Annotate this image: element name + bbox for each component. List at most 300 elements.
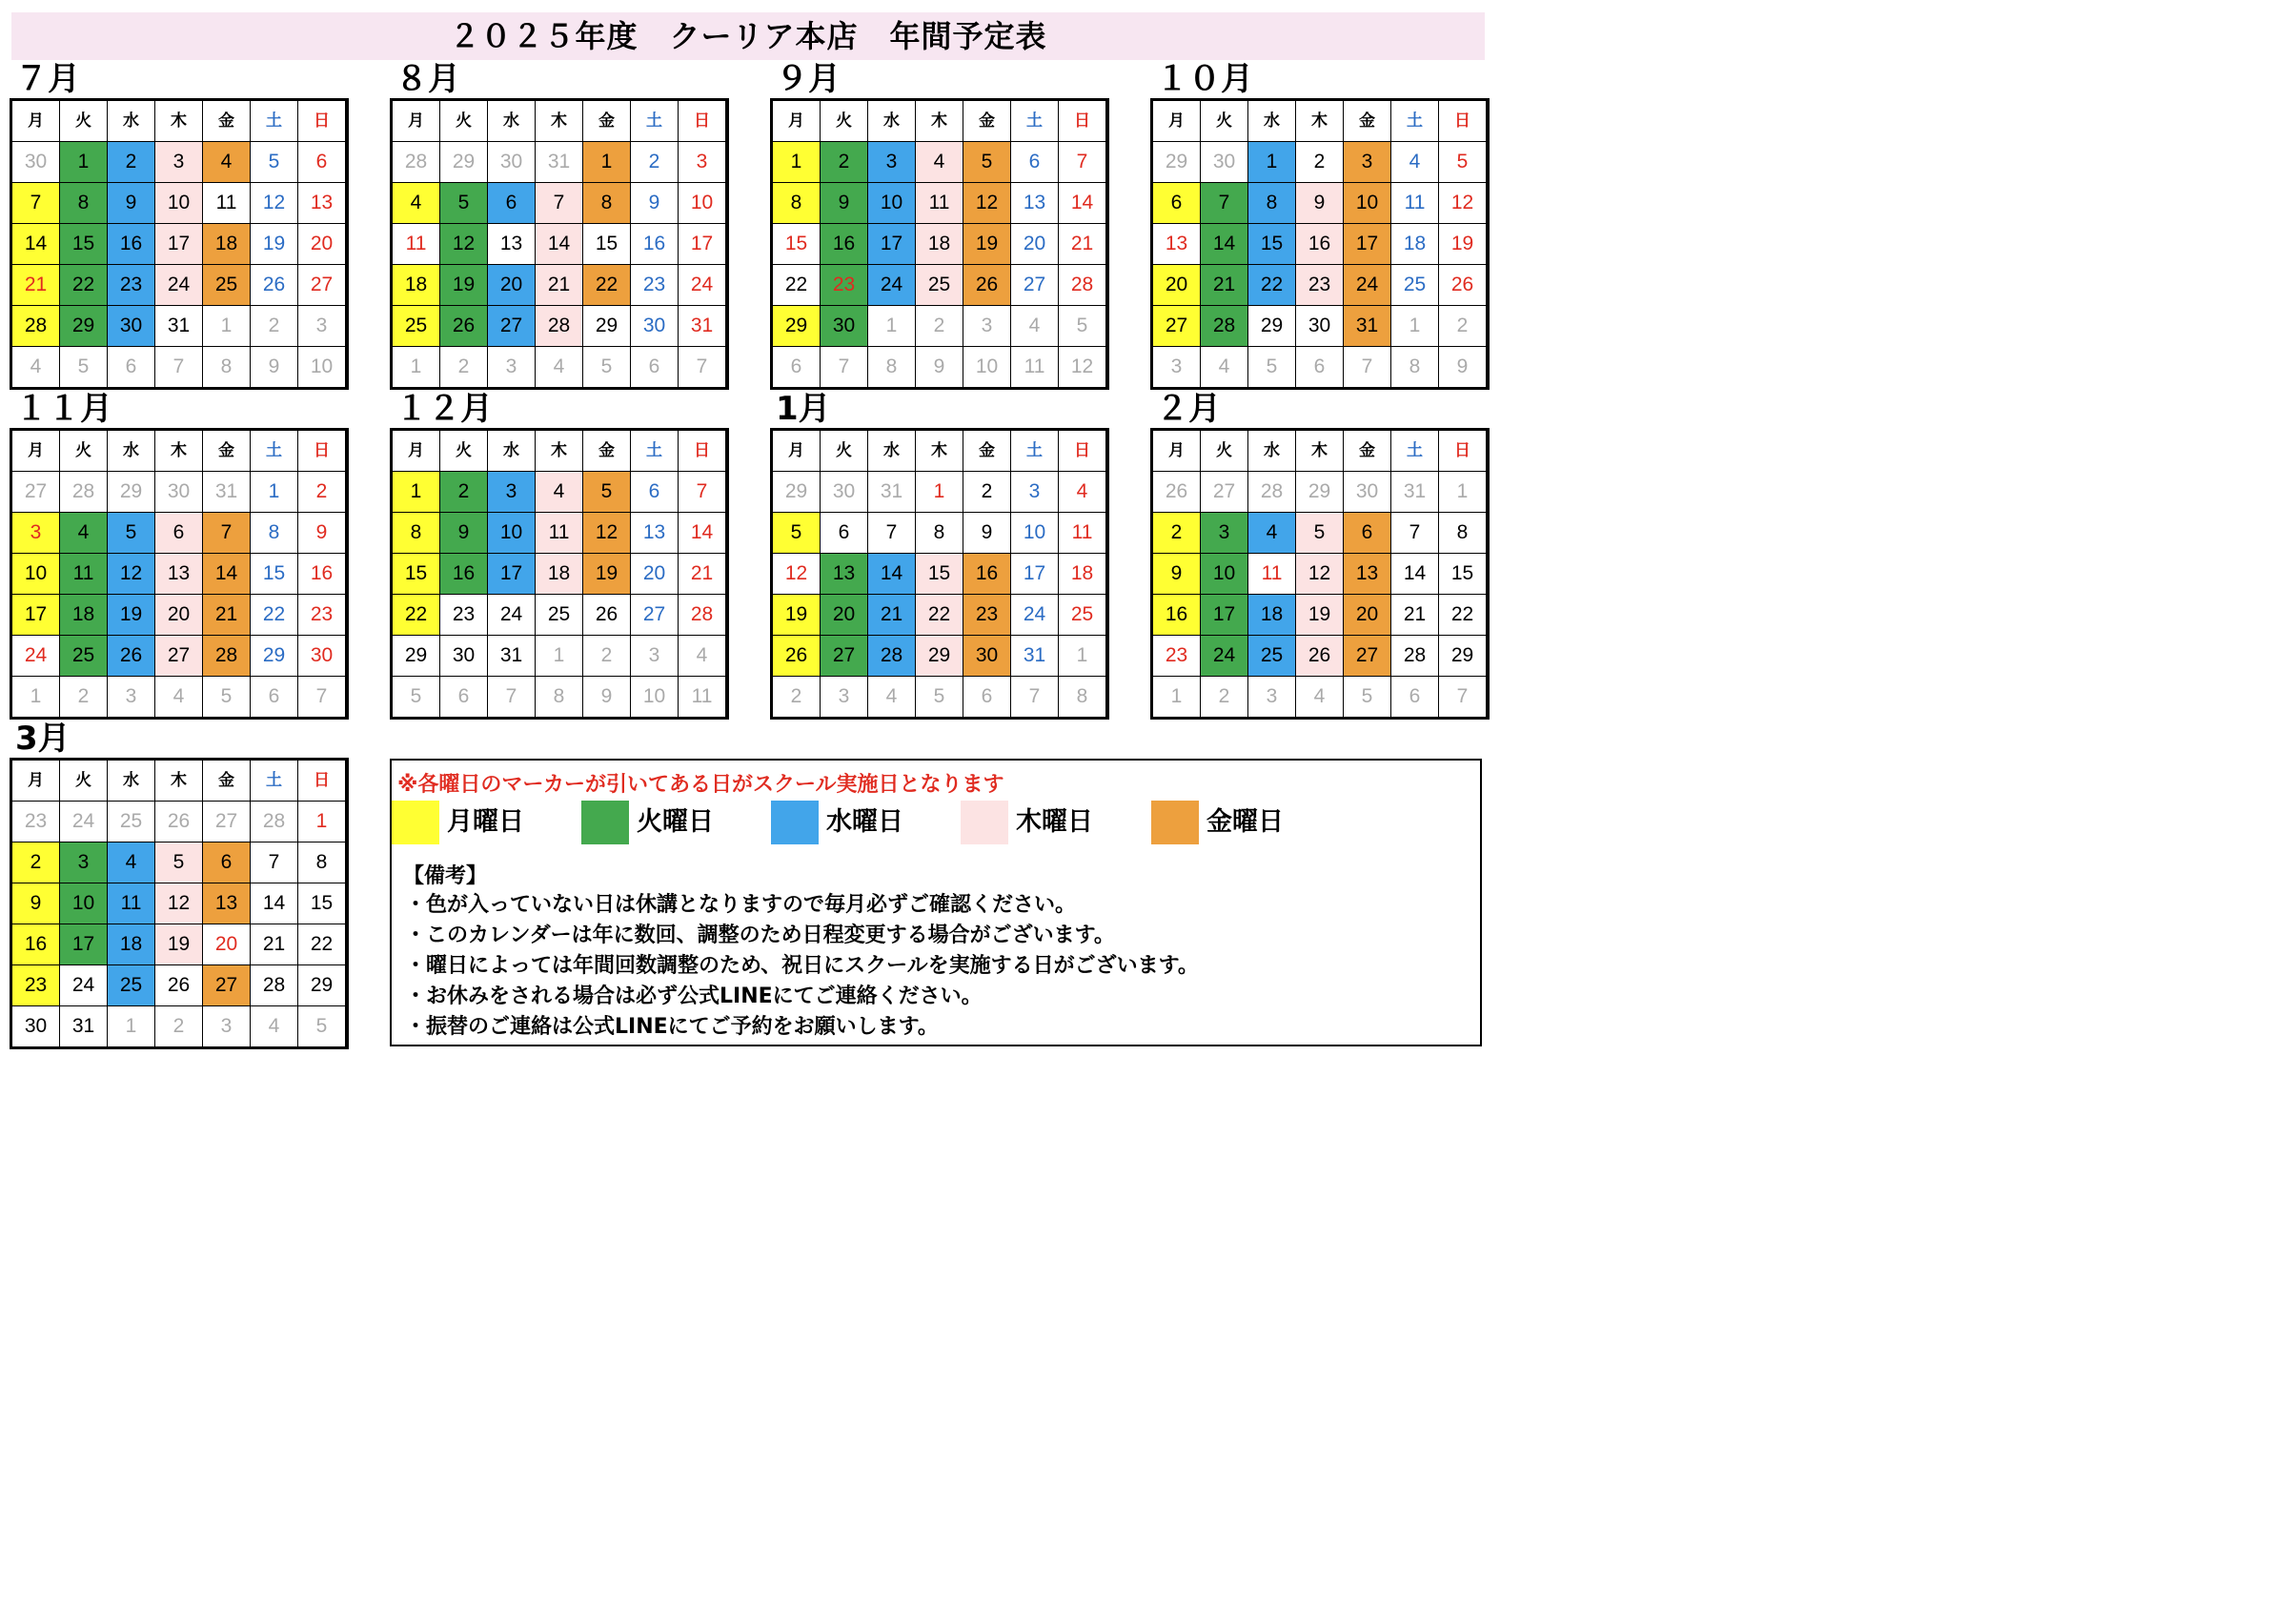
day-cell: 24 xyxy=(679,265,725,305)
day-cell: 5 xyxy=(1439,142,1486,182)
day-cell: 19 xyxy=(251,224,297,264)
day-cell: 6 xyxy=(155,513,202,553)
day-cell: 2 xyxy=(440,472,487,512)
weekday-header: 金 xyxy=(583,101,630,141)
day-cell: 1 xyxy=(1153,677,1200,717)
day-cell: 6 xyxy=(1391,677,1438,717)
day-cell: 10 xyxy=(868,183,915,223)
day-cell: 1 xyxy=(251,472,297,512)
legend-swatch xyxy=(961,801,1008,844)
day-cell: 10 xyxy=(631,677,678,717)
weekday-header: 土 xyxy=(251,101,297,141)
day-cell: 3 xyxy=(821,677,867,717)
day-cell: 30 xyxy=(631,306,678,346)
day-cell: 16 xyxy=(440,554,487,594)
day-cell: 2 xyxy=(108,142,154,182)
day-cell: 15 xyxy=(1439,554,1486,594)
day-cell: 30 xyxy=(298,636,345,676)
day-cell: 20 xyxy=(1344,595,1390,635)
weekday-header: 月 xyxy=(773,431,820,471)
day-cell: 29 xyxy=(1296,472,1343,512)
remark-line: ・このカレンダーは年に数回、調整のため日程変更する場合がございます。 xyxy=(405,924,1115,947)
day-cell: 11 xyxy=(916,183,963,223)
day-cell: 27 xyxy=(821,636,867,676)
day-cell: 6 xyxy=(108,347,154,387)
day-cell: 29 xyxy=(393,636,439,676)
weekday-header: 土 xyxy=(251,761,297,801)
weekday-header: 日 xyxy=(298,761,345,801)
day-cell: 8 xyxy=(1439,513,1486,553)
day-cell: 24 xyxy=(868,265,915,305)
weekday-header: 月 xyxy=(1153,101,1200,141)
day-cell: 31 xyxy=(1011,636,1058,676)
day-cell: 30 xyxy=(821,306,867,346)
weekday-header: 月 xyxy=(12,761,59,801)
day-cell: 3 xyxy=(1153,347,1200,387)
day-cell: 11 xyxy=(108,883,154,924)
day-cell: 31 xyxy=(60,1006,107,1046)
day-cell: 1 xyxy=(583,142,630,182)
day-cell: 3 xyxy=(868,142,915,182)
day-cell: 3 xyxy=(1201,513,1247,553)
day-cell: 1 xyxy=(298,802,345,842)
day-cell: 15 xyxy=(773,224,820,264)
weekday-header: 日 xyxy=(679,101,725,141)
day-cell: 19 xyxy=(963,224,1010,264)
day-cell: 1 xyxy=(868,306,915,346)
day-cell: 21 xyxy=(12,265,59,305)
day-cell: 16 xyxy=(631,224,678,264)
day-cell: 8 xyxy=(60,183,107,223)
day-cell: 16 xyxy=(821,224,867,264)
day-cell: 8 xyxy=(868,347,915,387)
day-cell: 26 xyxy=(108,636,154,676)
day-cell: 8 xyxy=(583,183,630,223)
day-cell: 6 xyxy=(631,472,678,512)
weekday-header: 土 xyxy=(1011,431,1058,471)
weekday-header: 水 xyxy=(108,101,154,141)
day-cell: 18 xyxy=(536,554,582,594)
day-cell: 11 xyxy=(1059,513,1105,553)
day-cell: 27 xyxy=(1011,265,1058,305)
weekday-header: 月 xyxy=(12,431,59,471)
weekday-header: 月 xyxy=(1153,431,1200,471)
day-cell: 6 xyxy=(440,677,487,717)
day-cell: 1 xyxy=(1439,472,1486,512)
day-cell: 5 xyxy=(1296,513,1343,553)
day-cell: 18 xyxy=(108,924,154,964)
legend-label: 月曜日 xyxy=(447,807,524,837)
day-cell: 10 xyxy=(963,347,1010,387)
day-cell: 26 xyxy=(251,265,297,305)
day-cell: 23 xyxy=(1296,265,1343,305)
day-cell: 22 xyxy=(60,265,107,305)
weekday-header: 月 xyxy=(393,431,439,471)
weekday-header: 木 xyxy=(536,101,582,141)
day-cell: 17 xyxy=(155,224,202,264)
day-cell: 27 xyxy=(155,636,202,676)
weekday-header: 木 xyxy=(916,431,963,471)
day-cell: 15 xyxy=(583,224,630,264)
weekday-header: 月 xyxy=(12,101,59,141)
day-cell: 28 xyxy=(203,636,250,676)
day-cell: 9 xyxy=(631,183,678,223)
remark-line: ・曜日によっては年間回数調整のため、祝日にスクールを実施する日がございます。 xyxy=(405,954,1199,978)
day-cell: 13 xyxy=(821,554,867,594)
day-cell: 21 xyxy=(868,595,915,635)
day-cell: 2 xyxy=(1439,306,1486,346)
day-cell: 2 xyxy=(631,142,678,182)
day-cell: 7 xyxy=(298,677,345,717)
weekday-header: 木 xyxy=(1296,431,1343,471)
day-cell: 6 xyxy=(1153,183,1200,223)
day-cell: 14 xyxy=(1059,183,1105,223)
day-cell: 26 xyxy=(1153,472,1200,512)
weekday-header: 金 xyxy=(203,101,250,141)
day-cell: 28 xyxy=(536,306,582,346)
weekday-header: 金 xyxy=(963,431,1010,471)
day-cell: 21 xyxy=(1391,595,1438,635)
day-cell: 17 xyxy=(488,554,535,594)
day-cell: 28 xyxy=(393,142,439,182)
day-cell: 25 xyxy=(1248,636,1295,676)
day-cell: 3 xyxy=(1344,142,1390,182)
day-cell: 12 xyxy=(773,554,820,594)
weekday-header: 金 xyxy=(1344,431,1390,471)
day-cell: 4 xyxy=(1391,142,1438,182)
day-cell: 26 xyxy=(963,265,1010,305)
day-cell: 7 xyxy=(1439,677,1486,717)
day-cell: 26 xyxy=(440,306,487,346)
day-cell: 9 xyxy=(1296,183,1343,223)
day-cell: 12 xyxy=(1059,347,1105,387)
day-cell: 17 xyxy=(1344,224,1390,264)
day-cell: 25 xyxy=(108,802,154,842)
day-cell: 4 xyxy=(536,472,582,512)
day-cell: 1 xyxy=(1391,306,1438,346)
day-cell: 28 xyxy=(1391,636,1438,676)
day-cell: 27 xyxy=(488,306,535,346)
month-grid xyxy=(390,428,729,720)
day-cell: 28 xyxy=(1248,472,1295,512)
day-cell: 26 xyxy=(155,965,202,1005)
day-cell: 22 xyxy=(298,924,345,964)
day-cell: 9 xyxy=(108,183,154,223)
day-cell: 14 xyxy=(536,224,582,264)
day-cell: 12 xyxy=(963,183,1010,223)
day-cell: 9 xyxy=(1439,347,1486,387)
day-cell: 25 xyxy=(536,595,582,635)
day-cell: 20 xyxy=(1153,265,1200,305)
day-cell: 1 xyxy=(60,142,107,182)
day-cell: 5 xyxy=(155,842,202,883)
day-cell: 31 xyxy=(679,306,725,346)
day-cell: 22 xyxy=(773,265,820,305)
day-cell: 3 xyxy=(1248,677,1295,717)
day-cell: 12 xyxy=(1439,183,1486,223)
day-cell: 3 xyxy=(12,513,59,553)
day-cell: 11 xyxy=(1391,183,1438,223)
day-cell: 5 xyxy=(298,1006,345,1046)
day-cell: 21 xyxy=(679,554,725,594)
weekday-header: 火 xyxy=(821,101,867,141)
day-cell: 23 xyxy=(12,965,59,1005)
weekday-header: 金 xyxy=(963,101,1010,141)
day-cell: 6 xyxy=(631,347,678,387)
day-cell: 14 xyxy=(679,513,725,553)
day-cell: 5 xyxy=(963,142,1010,182)
legend-swatch xyxy=(771,801,819,844)
weekday-header: 火 xyxy=(1201,431,1247,471)
day-cell: 28 xyxy=(12,306,59,346)
day-cell: 29 xyxy=(773,306,820,346)
day-cell: 2 xyxy=(60,677,107,717)
day-cell: 8 xyxy=(298,842,345,883)
weekday-header: 火 xyxy=(60,761,107,801)
day-cell: 2 xyxy=(1296,142,1343,182)
weekday-header: 火 xyxy=(821,431,867,471)
day-cell: 6 xyxy=(1344,513,1390,553)
day-cell: 23 xyxy=(12,802,59,842)
day-cell: 4 xyxy=(1059,472,1105,512)
day-cell: 30 xyxy=(12,142,59,182)
day-cell: 21 xyxy=(536,265,582,305)
day-cell: 2 xyxy=(821,142,867,182)
day-cell: 10 xyxy=(155,183,202,223)
day-cell: 10 xyxy=(679,183,725,223)
day-cell: 6 xyxy=(298,142,345,182)
day-cell: 31 xyxy=(536,142,582,182)
weekday-header: 日 xyxy=(1059,431,1105,471)
day-cell: 22 xyxy=(1248,265,1295,305)
legend-label: 金曜日 xyxy=(1206,807,1284,837)
day-cell: 17 xyxy=(60,924,107,964)
day-cell: 1 xyxy=(916,472,963,512)
day-cell: 23 xyxy=(298,595,345,635)
day-cell: 1 xyxy=(1248,142,1295,182)
day-cell: 9 xyxy=(298,513,345,553)
day-cell: 29 xyxy=(108,472,154,512)
weekday-header: 木 xyxy=(155,101,202,141)
day-cell: 7 xyxy=(155,347,202,387)
day-cell: 22 xyxy=(583,265,630,305)
day-cell: 11 xyxy=(1248,554,1295,594)
day-cell: 12 xyxy=(440,224,487,264)
day-cell: 27 xyxy=(1344,636,1390,676)
day-cell: 25 xyxy=(108,965,154,1005)
day-cell: 8 xyxy=(536,677,582,717)
day-cell: 27 xyxy=(1153,306,1200,346)
month-label: １２月 xyxy=(395,390,493,428)
weekday-header: 水 xyxy=(488,101,535,141)
day-cell: 7 xyxy=(536,183,582,223)
day-cell: 16 xyxy=(298,554,345,594)
remark-line: ・振替のご連絡は公式LINEにてご予約をお願いします。 xyxy=(405,1015,939,1039)
day-cell: 4 xyxy=(108,842,154,883)
day-cell: 4 xyxy=(536,347,582,387)
day-cell: 29 xyxy=(440,142,487,182)
remarks-heading: 【備考】 xyxy=(403,864,488,888)
month-label: ８月 xyxy=(395,60,460,98)
day-cell: 28 xyxy=(1059,265,1105,305)
day-cell: 11 xyxy=(536,513,582,553)
day-cell: 4 xyxy=(1011,306,1058,346)
day-cell: 12 xyxy=(583,513,630,553)
day-cell: 2 xyxy=(155,1006,202,1046)
day-cell: 5 xyxy=(1344,677,1390,717)
day-cell: 18 xyxy=(916,224,963,264)
day-cell: 9 xyxy=(963,513,1010,553)
day-cell: 25 xyxy=(60,636,107,676)
legend-label: 火曜日 xyxy=(637,807,714,837)
day-cell: 19 xyxy=(108,595,154,635)
legend-swatch xyxy=(1151,801,1199,844)
day-cell: 10 xyxy=(488,513,535,553)
day-cell: 9 xyxy=(12,883,59,924)
day-cell: 4 xyxy=(1296,677,1343,717)
day-cell: 17 xyxy=(679,224,725,264)
day-cell: 13 xyxy=(203,883,250,924)
day-cell: 7 xyxy=(1391,513,1438,553)
day-cell: 19 xyxy=(440,265,487,305)
day-cell: 16 xyxy=(963,554,1010,594)
day-cell: 22 xyxy=(393,595,439,635)
day-cell: 18 xyxy=(1059,554,1105,594)
weekday-header: 金 xyxy=(203,761,250,801)
day-cell: 7 xyxy=(679,472,725,512)
day-cell: 30 xyxy=(1296,306,1343,346)
day-cell: 6 xyxy=(773,347,820,387)
day-cell: 5 xyxy=(60,347,107,387)
month-label: 1月 xyxy=(776,390,831,428)
page-title: ２０２５年度 クーリア本店 年間予定表 xyxy=(11,12,1485,60)
day-cell: 12 xyxy=(251,183,297,223)
day-cell: 16 xyxy=(1296,224,1343,264)
day-cell: 27 xyxy=(203,965,250,1005)
day-cell: 7 xyxy=(868,513,915,553)
day-cell: 31 xyxy=(1344,306,1390,346)
day-cell: 29 xyxy=(773,472,820,512)
month-grid xyxy=(770,428,1109,720)
month-grid xyxy=(10,98,349,390)
month-grid xyxy=(390,98,729,390)
weekday-header: 日 xyxy=(298,431,345,471)
day-cell: 5 xyxy=(440,183,487,223)
day-cell: 11 xyxy=(393,224,439,264)
day-cell: 8 xyxy=(203,347,250,387)
weekday-header: 月 xyxy=(773,101,820,141)
weekday-header: 水 xyxy=(108,431,154,471)
day-cell: 27 xyxy=(298,265,345,305)
legend-label: 木曜日 xyxy=(1016,807,1093,837)
day-cell: 20 xyxy=(298,224,345,264)
day-cell: 26 xyxy=(1439,265,1486,305)
day-cell: 3 xyxy=(1011,472,1058,512)
day-cell: 9 xyxy=(916,347,963,387)
day-cell: 23 xyxy=(963,595,1010,635)
info-box xyxy=(390,759,1482,1046)
month-label: １１月 xyxy=(15,390,112,428)
day-cell: 2 xyxy=(963,472,1010,512)
day-cell: 13 xyxy=(155,554,202,594)
day-cell: 12 xyxy=(108,554,154,594)
day-cell: 6 xyxy=(488,183,535,223)
remark-line: ・色が入っていない日は休講となりますので毎月必ずご確認ください。 xyxy=(405,893,1077,917)
day-cell: 27 xyxy=(203,802,250,842)
day-cell: 2 xyxy=(298,472,345,512)
day-cell: 10 xyxy=(1011,513,1058,553)
day-cell: 15 xyxy=(251,554,297,594)
day-cell: 15 xyxy=(298,883,345,924)
day-cell: 4 xyxy=(251,1006,297,1046)
day-cell: 13 xyxy=(631,513,678,553)
day-cell: 29 xyxy=(583,306,630,346)
weekday-header: 火 xyxy=(440,431,487,471)
weekday-header: 木 xyxy=(916,101,963,141)
day-cell: 14 xyxy=(12,224,59,264)
day-cell: 10 xyxy=(1344,183,1390,223)
day-cell: 17 xyxy=(12,595,59,635)
day-cell: 15 xyxy=(1248,224,1295,264)
day-cell: 8 xyxy=(1391,347,1438,387)
day-cell: 28 xyxy=(251,965,297,1005)
weekday-header: 日 xyxy=(1059,101,1105,141)
day-cell: 5 xyxy=(203,677,250,717)
day-cell: 2 xyxy=(1201,677,1247,717)
day-cell: 3 xyxy=(488,472,535,512)
day-cell: 17 xyxy=(868,224,915,264)
weekday-header: 水 xyxy=(1248,101,1295,141)
day-cell: 1 xyxy=(393,472,439,512)
day-cell: 4 xyxy=(1248,513,1295,553)
day-cell: 3 xyxy=(108,677,154,717)
day-cell: 2 xyxy=(1153,513,1200,553)
day-cell: 27 xyxy=(1201,472,1247,512)
day-cell: 7 xyxy=(251,842,297,883)
weekday-header: 水 xyxy=(868,101,915,141)
day-cell: 3 xyxy=(679,142,725,182)
day-cell: 3 xyxy=(298,306,345,346)
day-cell: 29 xyxy=(1153,142,1200,182)
day-cell: 9 xyxy=(251,347,297,387)
day-cell: 3 xyxy=(963,306,1010,346)
day-cell: 28 xyxy=(1201,306,1247,346)
day-cell: 5 xyxy=(773,513,820,553)
day-cell: 17 xyxy=(1201,595,1247,635)
day-cell: 21 xyxy=(203,595,250,635)
weekday-header: 土 xyxy=(1391,101,1438,141)
day-cell: 11 xyxy=(203,183,250,223)
weekday-header: 水 xyxy=(108,761,154,801)
legend-label: 水曜日 xyxy=(826,807,903,837)
day-cell: 6 xyxy=(963,677,1010,717)
day-cell: 4 xyxy=(155,677,202,717)
day-cell: 8 xyxy=(773,183,820,223)
day-cell: 10 xyxy=(298,347,345,387)
day-cell: 3 xyxy=(631,636,678,676)
day-cell: 3 xyxy=(203,1006,250,1046)
month-grid xyxy=(770,98,1109,390)
weekday-header: 土 xyxy=(631,431,678,471)
day-cell: 4 xyxy=(12,347,59,387)
month-label: ７月 xyxy=(15,60,80,98)
weekday-header: 日 xyxy=(1439,431,1486,471)
remark-line: ・お休みをされる場合は必ず公式LINEにてご連絡ください。 xyxy=(405,985,983,1008)
day-cell: 19 xyxy=(1296,595,1343,635)
day-cell: 30 xyxy=(488,142,535,182)
day-cell: 4 xyxy=(679,636,725,676)
day-cell: 7 xyxy=(679,347,725,387)
